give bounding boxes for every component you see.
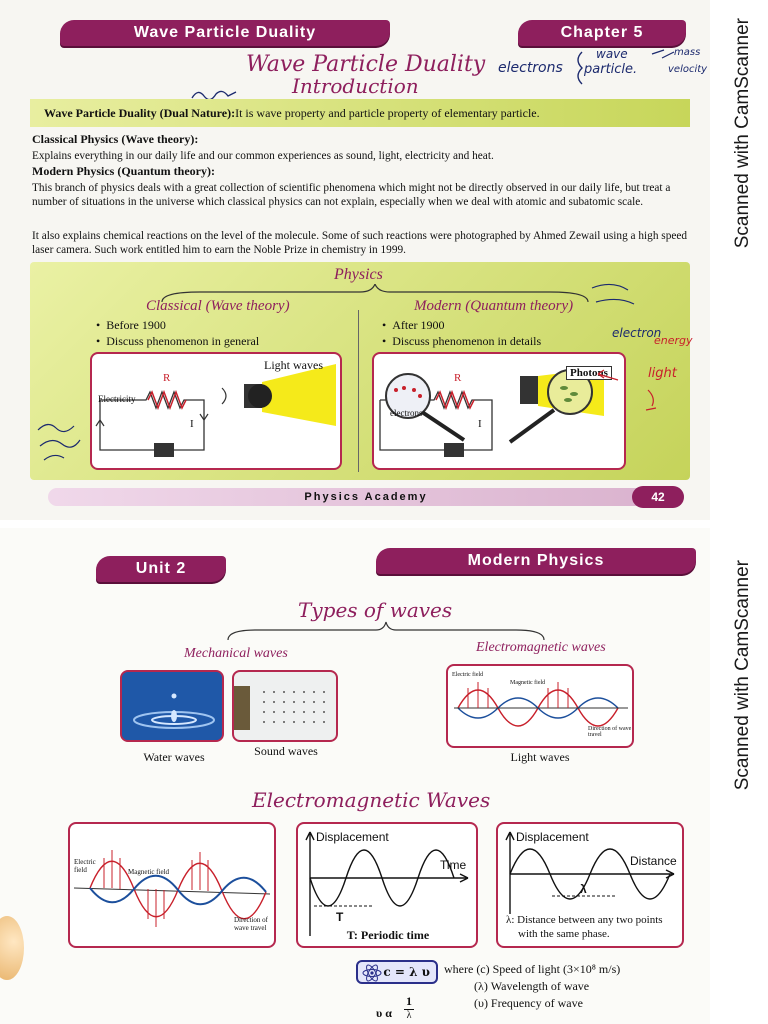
scanner-watermark-1: Scanned with CamScanner xyxy=(732,18,753,249)
note-wave: wave xyxy=(596,47,628,61)
classical-column-heading: Classical (Wave theory) xyxy=(146,298,290,314)
arabic-margin-scribble-icon xyxy=(34,410,94,470)
where-line-2: (λ) Wavelength of wave xyxy=(474,979,590,993)
definition-term: Wave Particle Duality (Dual Nature): xyxy=(44,105,236,120)
modern-heading: Modern Physics (Quantum theory): xyxy=(32,164,215,178)
formula-box xyxy=(356,960,438,984)
light-waves-image xyxy=(446,664,634,748)
physics-heading: Physics xyxy=(334,266,383,283)
modern-current-label: I xyxy=(478,418,482,430)
formula-text: c = λ υ xyxy=(383,965,430,979)
where-line-3: (υ) Frequency of wave xyxy=(474,996,583,1010)
photons-label: Photons xyxy=(566,366,612,380)
chapter-banner xyxy=(518,20,686,46)
unit-banner-label: Unit 2 xyxy=(135,560,187,577)
sound-waves-caption: Sound waves xyxy=(254,744,318,758)
em-waves-title: Electromagnetic Waves xyxy=(252,788,491,812)
note-electron: electron xyxy=(612,326,662,340)
page-subtitle: Introduction xyxy=(292,74,419,98)
footer-bar xyxy=(48,488,684,506)
definition-text: It is wave property and particle property of elementary particle. xyxy=(235,105,540,120)
displacement-distance-graph xyxy=(496,822,684,948)
where-line-1: where (c) Speed of light (3×10⁸ m/s) xyxy=(444,962,621,976)
light-direction-label: Direction of wave travel xyxy=(588,726,632,738)
footer-label: Physics Academy xyxy=(304,491,428,503)
zewail-text: It also explains chemical reactions on the level of the molecule. Some of such reactions were photographed by Ahmed Zewail using a high speed laser camera. Such work entitled him to earn the Noble Prize in chemistry in 1999. xyxy=(32,230,688,256)
scan-artifact xyxy=(0,916,24,980)
distance-graph-xlabel: Distance xyxy=(630,854,677,868)
modern-physics-banner xyxy=(376,548,696,574)
definition-band xyxy=(30,99,690,127)
classical-light-waves-label: Light waves xyxy=(264,358,323,372)
proportion-numerator: 1 xyxy=(406,994,412,1008)
page-title: Wave Particle Duality xyxy=(246,52,486,77)
time-graph-xlabel: Time xyxy=(440,858,467,872)
em-electric-label: Electric field xyxy=(74,858,96,874)
chapter-banner-label: Chapter 5 xyxy=(560,24,644,41)
distance-graph-caption-1: λ: Distance between any two points xyxy=(506,914,663,926)
unit-banner xyxy=(96,556,226,582)
page-2 xyxy=(0,528,710,1024)
mechanical-waves-heading: Mechanical waves xyxy=(184,646,288,661)
time-graph-marker: T xyxy=(336,910,344,924)
modern-bullet-2: • Discuss phenomenon in details xyxy=(382,334,542,348)
note-light: light xyxy=(648,366,677,381)
scanner-watermark-2: Scanned with CamScanner xyxy=(732,560,753,791)
note-brace-icon xyxy=(570,48,680,88)
types-brace-icon xyxy=(226,620,546,642)
classical-bullet-2: • Discuss phenomenon in general xyxy=(96,334,260,348)
classical-bullet-1: • Before 1900 xyxy=(96,318,166,332)
classical-heading: Classical Physics (Wave theory): xyxy=(32,132,199,146)
margin-scribble-icon xyxy=(582,278,702,428)
column-divider xyxy=(358,310,359,472)
em-direction-label: Direction of wave travel xyxy=(234,916,269,932)
time-graph-ylabel: Displacement xyxy=(316,830,389,844)
em-waves-heading: Electromagnetic waves xyxy=(476,640,606,655)
modern-column-heading: Modern (Quantum theory) xyxy=(414,298,574,314)
section-banner-label: Wave Particle Duality xyxy=(133,24,317,41)
page-1 xyxy=(0,0,710,520)
classical-scene xyxy=(90,352,342,470)
note-mass: mass xyxy=(674,47,701,58)
types-of-waves-title: Types of waves xyxy=(298,598,453,622)
classical-current-label: I xyxy=(190,418,194,430)
note-electrons: electrons xyxy=(498,60,563,76)
proportion-label: υ α xyxy=(376,1006,392,1020)
proportion-denominator: λ xyxy=(406,1010,412,1021)
displacement-time-graph xyxy=(296,822,478,948)
distance-graph-caption-2: with the same phase. xyxy=(518,928,610,940)
distance-graph-ylabel: Displacement xyxy=(516,830,589,844)
classical-text: Explains everything in our daily life and our common experiences as sound, light, electricity and heat. xyxy=(32,150,494,162)
note-particle: particle. xyxy=(584,62,638,77)
water-waves-image xyxy=(120,670,224,742)
classical-electricity-label: Electricity xyxy=(98,394,136,404)
light-magnetic-label: Magnetic field xyxy=(510,680,546,686)
section-banner xyxy=(60,20,390,46)
note-velocity: velocity xyxy=(668,64,708,75)
em-wave-diagram xyxy=(68,822,276,948)
classical-resistor-label: R xyxy=(163,372,171,384)
sound-waves-image xyxy=(232,670,338,742)
atom-icon xyxy=(362,964,382,982)
page-number: 42 xyxy=(632,486,684,508)
distance-graph-marker: λ xyxy=(580,882,587,896)
light-electric-label: Electric field xyxy=(452,672,484,678)
modern-electrons-label: electrons xyxy=(390,408,423,418)
time-graph-caption: T: Periodic time xyxy=(346,928,430,942)
modern-resistor-label: R xyxy=(454,372,462,384)
modern-physics-banner-label: Modern Physics xyxy=(467,552,605,569)
note-energy: energy xyxy=(654,334,693,347)
modern-bullet-1: • After 1900 xyxy=(382,318,445,332)
em-magnetic-label: Magnetic field xyxy=(128,868,170,876)
water-waves-caption: Water waves xyxy=(143,750,205,764)
light-waves-caption: Light waves xyxy=(510,750,570,764)
modern-text: This branch of physics deals with a great collection of scientific phenomena which might not be directly observed in our daily life, but treat a number of situations in the universe which classical physics can not explain, especially when we deal with atomic and subatomic scale. xyxy=(32,182,671,208)
